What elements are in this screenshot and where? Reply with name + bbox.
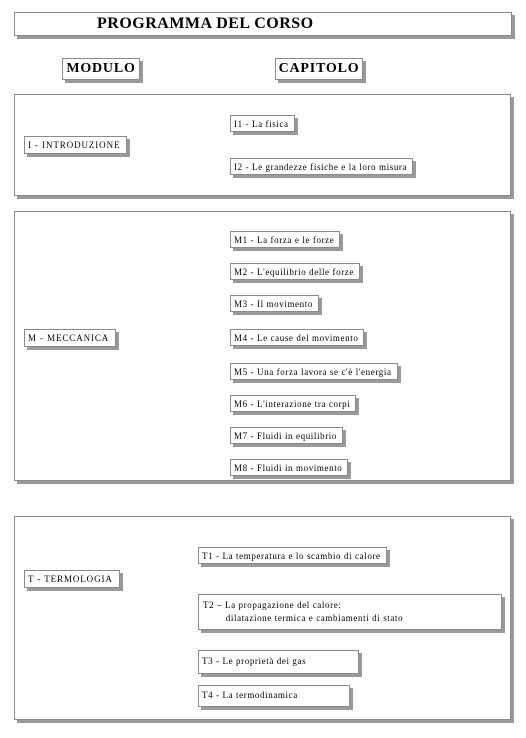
page-title: PROGRAMMA DEL CORSO: [14, 12, 512, 36]
chapter-item: T4 - La termodinamica: [198, 685, 350, 707]
chapter-item: T2 – La propagazione del calore: dilatazione termica e cambiamenti di stato: [198, 594, 502, 630]
chapter-item: M8 - Fluidi in movimento: [230, 459, 348, 476]
modulo-header: MODULO: [62, 58, 140, 80]
module-section-introduzione: [14, 94, 511, 196]
chapter-item: I2 - Le grandezze fisiche e la loro misura: [230, 158, 413, 175]
chapter-item: M1 - La forza e le forze: [230, 231, 340, 248]
chapter-item: M7 - Fluidi in equilibrio: [230, 427, 343, 444]
chapter-item: M2 - L'equilibrio delle forze: [230, 263, 360, 280]
chapter-item: M4 - Le cause del movimento: [230, 329, 364, 346]
module-section-meccanica: [14, 211, 511, 481]
module-label: I - INTRODUZIONE: [24, 136, 127, 154]
chapter-item: I1 - La fisica: [230, 115, 295, 132]
capitolo-header: CAPITOLO: [275, 58, 363, 80]
module-section-termologia: [14, 516, 511, 720]
chapter-item: T1 - La temperatura e lo scambio di calore: [198, 547, 387, 564]
chapter-item: M3 - Il movimento: [230, 295, 319, 312]
chapter-item: T3 - Le proprietà dei gas: [198, 650, 359, 674]
module-label: T - TERMOLOGIA: [24, 570, 120, 588]
chapter-item: M5 - Una forza lavora se c'è l'energia: [230, 363, 398, 380]
chapter-item: M6 - L'interazione tra corpi: [230, 395, 356, 412]
module-label: M - MECCANICA: [24, 329, 116, 347]
